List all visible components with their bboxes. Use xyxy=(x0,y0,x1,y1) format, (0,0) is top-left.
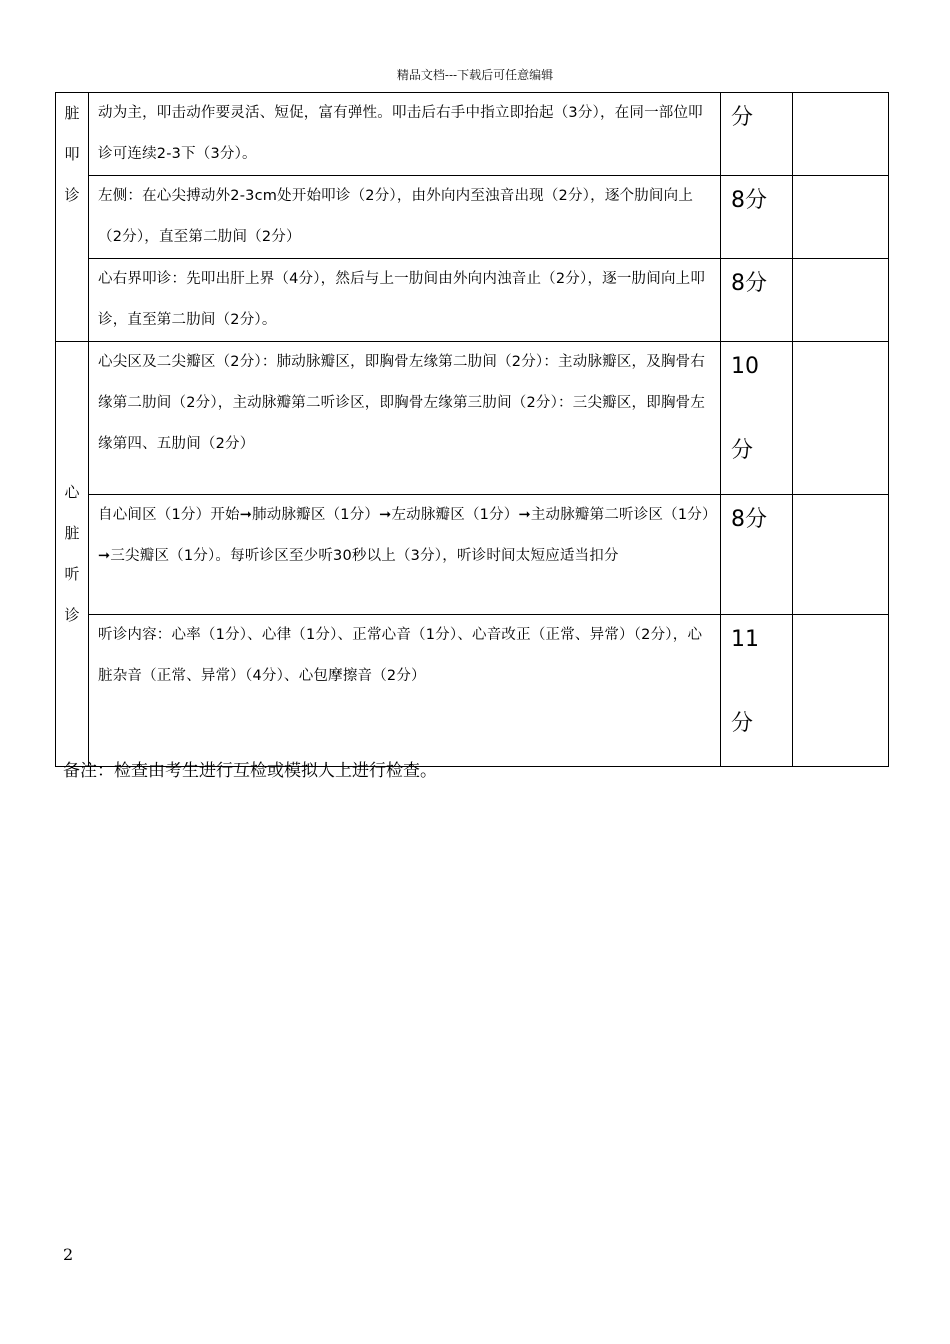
category-char: 诊 xyxy=(64,186,80,204)
remark-cell xyxy=(793,615,889,767)
remark-cell xyxy=(793,93,889,176)
category-char: 心 xyxy=(64,483,80,501)
criteria-text: 心右界叩诊：先叩出肝上界（4分），然后与上一肋间由外向内浊音止（2分），逐一肋间向上叩诊，直至第二肋间（2分）。 xyxy=(89,259,721,342)
criteria-text: 心尖区及二尖瓣区（2分）：肺动脉瓣区，即胸骨左缘第二肋间（2分）：主动脉瓣区，及胸骨右缘第二肋间（2分），主动脉瓣第二听诊区，即胸骨左缘第三肋间（2分）：三尖瓣区，即胸骨左缘第四、五肋间（2分） xyxy=(89,342,721,495)
category-char: 脏 xyxy=(64,524,80,542)
category-char: 诊 xyxy=(64,606,80,624)
footnote: 备注：检查由考生进行互检或模拟人上进行检查。 xyxy=(63,761,437,781)
score-cell: 分 xyxy=(721,93,793,176)
scoring-table xyxy=(55,92,889,767)
criteria-text: 听诊内容：心率（1分）、心律（1分）、正常心音（1分）、心音改正（正常、异常）（2分），心脏杂音（正常、异常）（4分）、心包摩擦音（2分） xyxy=(89,615,721,767)
table-row xyxy=(56,93,889,176)
table-row xyxy=(56,342,889,495)
table-row xyxy=(56,615,889,767)
category-percussion xyxy=(56,93,89,342)
score-cell: 8分 xyxy=(721,495,793,615)
score-cell: 8分 xyxy=(721,259,793,342)
page-header: 精品文档---下载后可任意编辑 xyxy=(396,68,554,82)
score-cell: 10 分 xyxy=(721,342,793,495)
score-cell: 11 分 xyxy=(721,615,793,767)
category-char: 脏 xyxy=(64,104,80,122)
category-char: 叩 xyxy=(64,145,80,163)
category-auscultation xyxy=(56,342,89,767)
remark-cell xyxy=(793,176,889,259)
table-row xyxy=(56,176,889,259)
criteria-text: 动为主，叩击动作要灵活、短促，富有弹性。叩击后右手中指立即抬起（3分），在同一部位叩诊可连续2-3下（3分）。 xyxy=(89,93,721,176)
category-char: 听 xyxy=(64,565,80,583)
table-row xyxy=(56,259,889,342)
remark-cell xyxy=(793,342,889,495)
remark-cell xyxy=(793,495,889,615)
remark-cell xyxy=(793,259,889,342)
score-cell: 8分 xyxy=(721,176,793,259)
criteria-text: 自心间区（1分）开始➞肺动脉瓣区（1分）➞左动脉瓣区（1分）➞主动脉瓣第二听诊区（1分）➞三尖瓣区（1分）。每听诊区至少听30秒以上（3分），听诊时间太短应适当扣分 xyxy=(89,495,721,615)
table-row xyxy=(56,495,889,615)
page-number: 2 xyxy=(63,1245,74,1264)
criteria-text: 左侧：在心尖搏动外2-3cm处开始叩诊（2分），由外向内至浊音出现（2分），逐个肋间向上（2分），直至第二肋间（2分） xyxy=(89,176,721,259)
